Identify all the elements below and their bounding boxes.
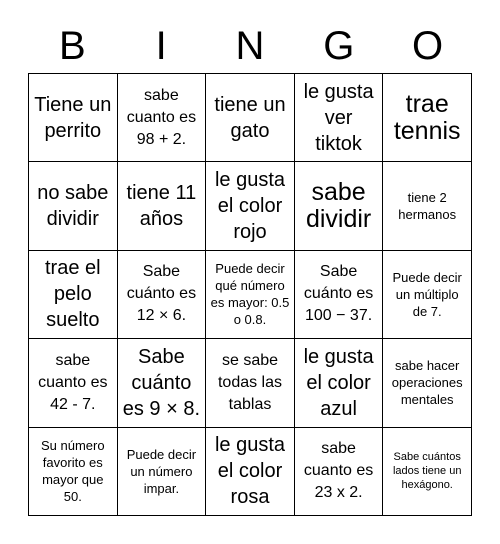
bingo-cell[interactable]: sabe cuanto es 98 + 2. (118, 74, 207, 162)
bingo-cell[interactable]: tiene un gato (206, 74, 295, 162)
header-letter-o: O (412, 24, 444, 68)
bingo-board (28, 73, 472, 516)
bingo-cell[interactable]: no sabe dividir (29, 162, 118, 250)
bingo-cell[interactable]: Puede decir un múltiplo de 7. (383, 251, 472, 339)
bingo-header (28, 20, 472, 72)
bingo-cell[interactable]: Sabe cuánto es 100 − 37. (295, 251, 384, 339)
header-letter-i: I (155, 24, 167, 68)
bingo-cell[interactable]: Su número favorito es mayor que 50. (29, 428, 118, 516)
bingo-cell[interactable]: sabe cuanto es 42 - 7. (29, 339, 118, 427)
header-letter-n: N (235, 24, 265, 68)
bingo-cell[interactable]: le gusta el color azul (295, 339, 384, 427)
bingo-cell[interactable]: trae tennis (383, 74, 472, 162)
bingo-cell[interactable]: tiene 11 años (118, 162, 207, 250)
bingo-cell[interactable]: Tiene un perrito (29, 74, 118, 162)
bingo-cell[interactable]: Sabe cuánto es 12 × 6. (118, 251, 207, 339)
bingo-cell[interactable]: le gusta el color rosa (206, 428, 295, 516)
bingo-cell[interactable]: le gusta ver tiktok (295, 74, 384, 162)
bingo-cell[interactable]: sabe hacer operaciones mentales (383, 339, 472, 427)
bingo-cell[interactable]: le gusta el color rojo (206, 162, 295, 250)
bingo-cell[interactable]: sabe cuanto es 23 x 2. (295, 428, 384, 516)
bingo-cell[interactable]: Sabe cuánto es 9 × 8. (118, 339, 207, 427)
bingo-cell[interactable]: tiene 2 hermanos (383, 162, 472, 250)
bingo-cell[interactable]: Sabe cuántos lados tiene un hexágono. (383, 428, 472, 516)
bingo-cell[interactable]: trae el pelo suelto (29, 251, 118, 339)
header-letter-g: G (323, 24, 355, 68)
bingo-cell[interactable]: Puede decir un número impar. (118, 428, 207, 516)
bingo-cell[interactable]: sabe dividir (295, 162, 384, 250)
bingo-cell[interactable]: se sabe todas las tablas (206, 339, 295, 427)
header-letter-b: B (59, 24, 86, 68)
bingo-cell[interactable]: Puede decir qué número es mayor: 0.5 o 0.8. (206, 251, 295, 339)
